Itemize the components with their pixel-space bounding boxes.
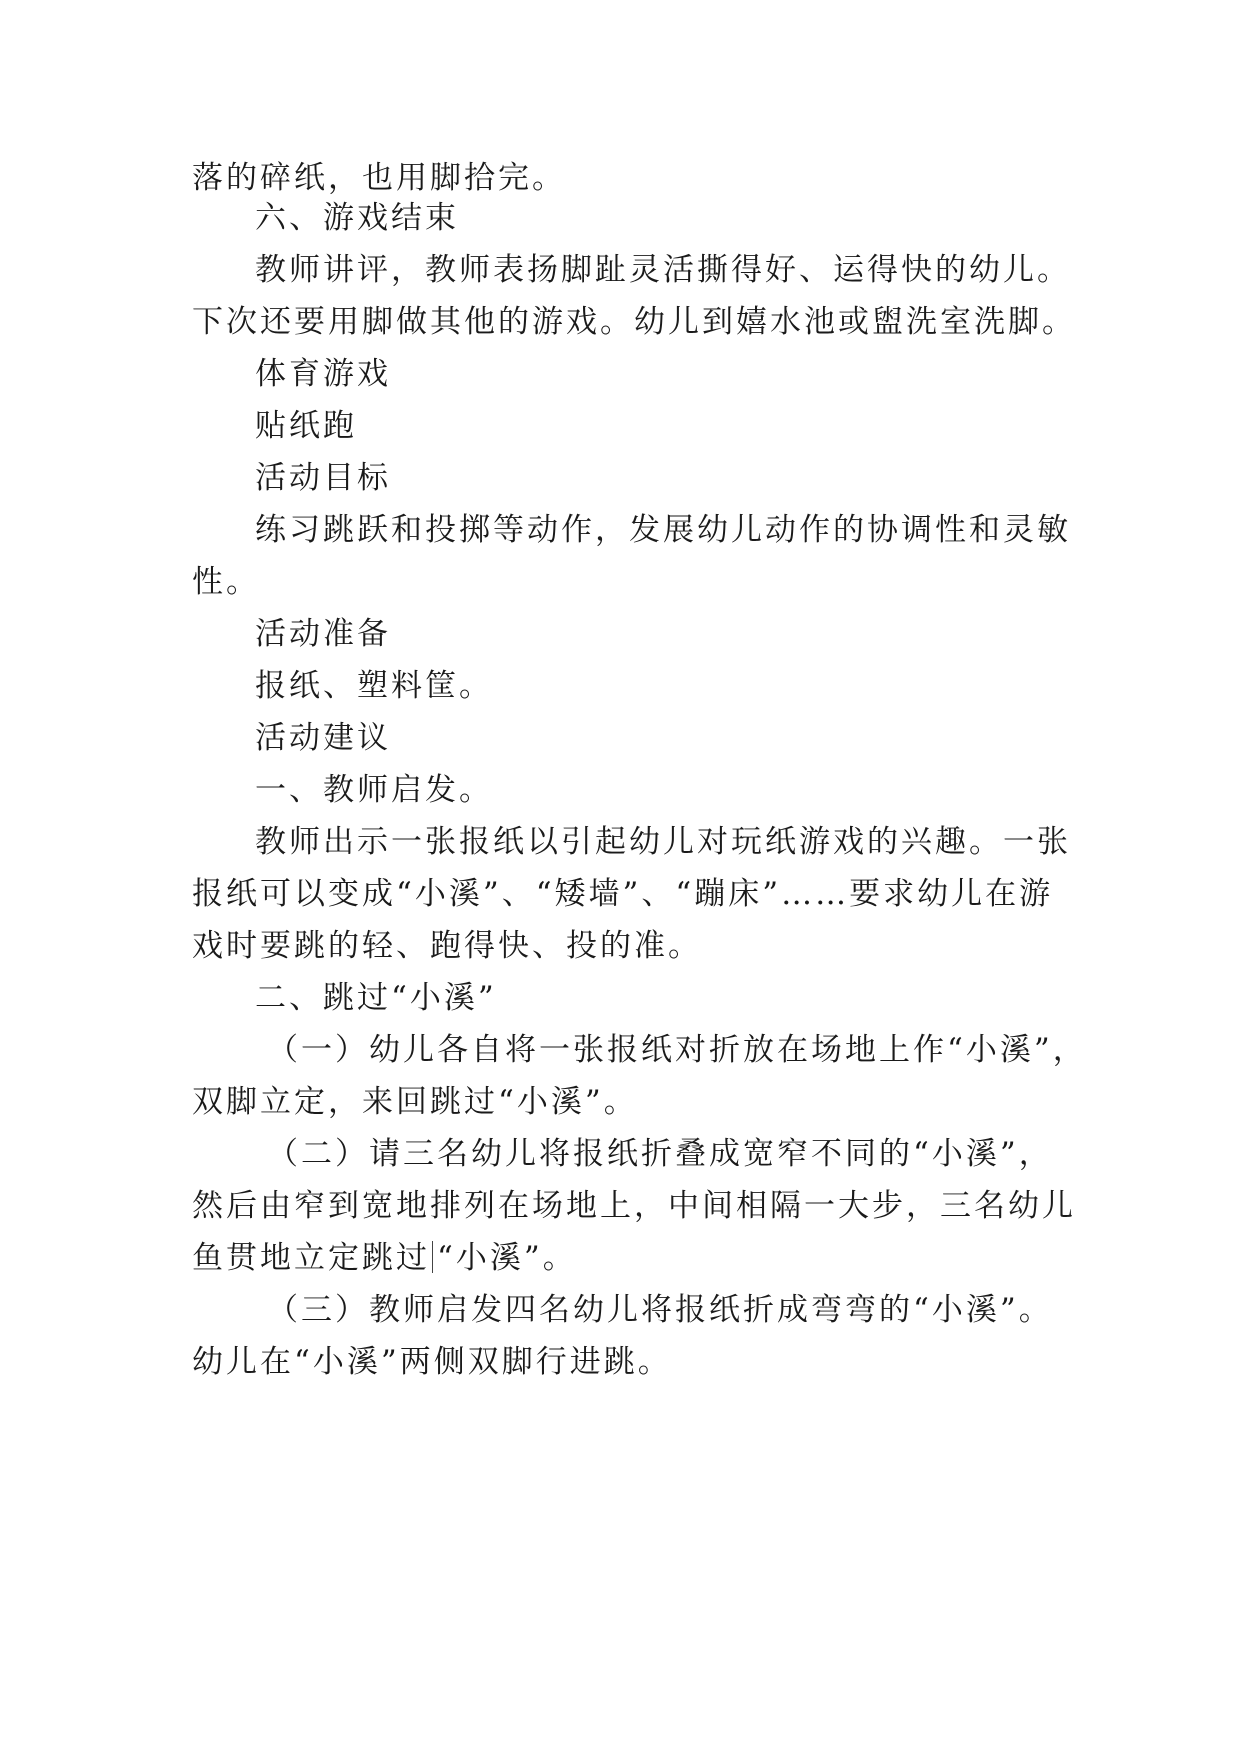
text-line xyxy=(192,1238,577,1278)
text-line: 双脚立定，来回跳过“小溪”。 xyxy=(192,1084,638,1120)
text-line: 教师讲评，教师表扬脚趾灵活撕得好、运得快的幼儿。 xyxy=(255,252,1071,288)
text-line: 下次还要用脚做其他的游戏。幼儿到嬉水池或盥洗室洗脚。 xyxy=(192,304,1076,340)
section-heading: 一、教师启发。 xyxy=(255,772,493,808)
text-line: （三）教师启发四名幼儿将报纸折成弯弯的“小溪”。 xyxy=(267,1292,1053,1328)
text-segment: 鱼贯地立定跳过 xyxy=(192,1240,430,1276)
text-line: （一）幼儿各自将一张报纸对折放在场地上作“小溪”， xyxy=(267,1032,1087,1068)
text-line: 练习跳跃和投掷等动作，发展幼儿动作的协调性和灵敏 xyxy=(255,512,1071,548)
text-line: 教师出示一张报纸以引起幼儿对玩纸游戏的兴趣。一张 xyxy=(255,824,1071,860)
section-heading: 六、游戏结束 xyxy=(255,200,459,236)
text-cursor xyxy=(432,1241,433,1273)
text-segment: “小溪”。 xyxy=(437,1240,577,1276)
text-line: （二）请三名幼儿将报纸折叠成宽窄不同的“小溪”， xyxy=(267,1136,1053,1172)
text-line: 性。 xyxy=(192,564,260,600)
text-line: 戏时要跳的轻、跑得快、投的准。 xyxy=(192,928,702,964)
text-line: 幼儿在“小溪”两侧双脚行进跳。 xyxy=(192,1344,672,1380)
section-heading: 贴纸跑 xyxy=(255,408,357,444)
section-heading: 二、跳过“小溪” xyxy=(255,980,497,1016)
text-line: 报纸、塑料筐。 xyxy=(255,668,493,704)
text-line: 落的碎纸，也用脚拾完。 xyxy=(192,160,566,196)
section-heading: 体育游戏 xyxy=(255,356,391,392)
section-heading: 活动建议 xyxy=(255,720,391,756)
section-heading: 活动准备 xyxy=(255,616,391,652)
text-line: 报纸可以变成“小溪”、“矮墙”、“蹦床”……要求幼儿在游 xyxy=(192,876,1054,912)
text-line: 然后由窄到宽地排列在场地上，中间相隔一大步，三名幼儿 xyxy=(192,1188,1076,1224)
section-heading: 活动目标 xyxy=(255,460,391,496)
